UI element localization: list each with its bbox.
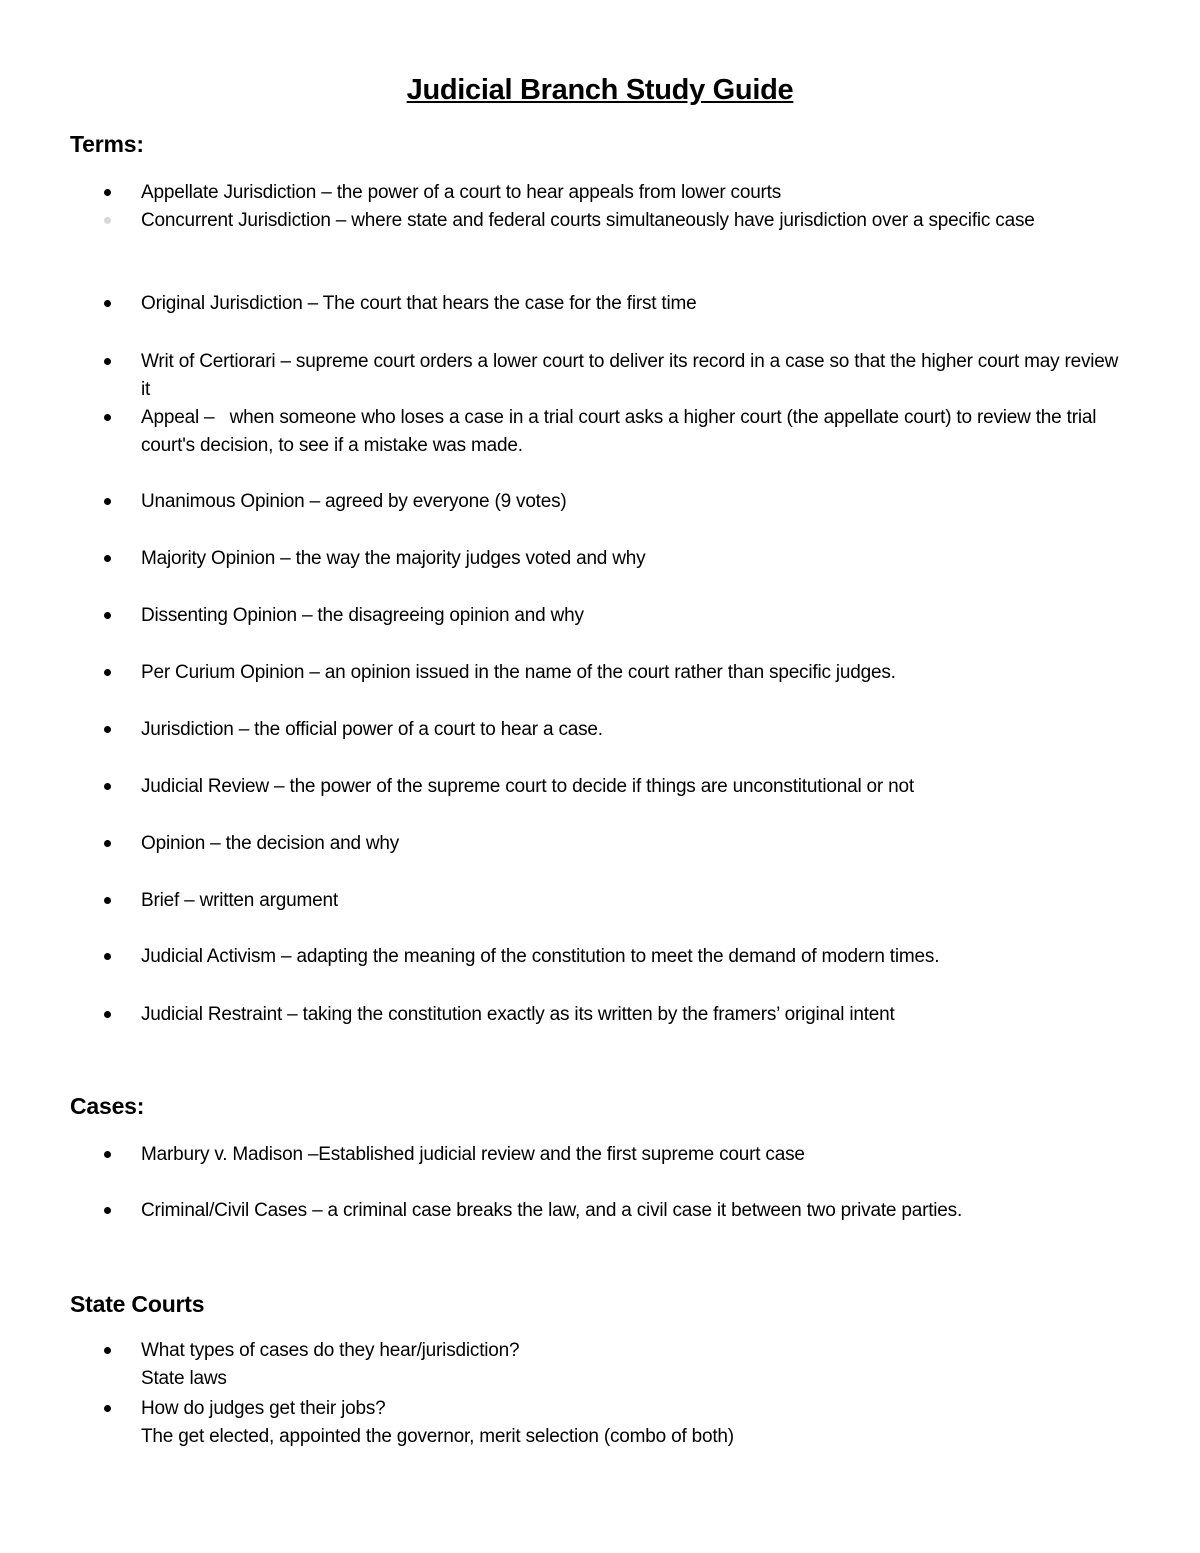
term-definition: a criminal case breaks the law, and a civil case it between two private parties.	[327, 1200, 963, 1221]
list-item	[141, 348, 1131, 404]
separator: –	[302, 1144, 319, 1165]
term-label: Majority Opinion	[141, 548, 276, 569]
bullet-icon	[104, 897, 111, 904]
separator: –	[306, 1200, 328, 1221]
separator: –	[179, 890, 200, 911]
list-item	[141, 1395, 1131, 1451]
section-heading-terms: Terms:	[70, 131, 144, 157]
separator: –	[198, 407, 230, 428]
term-label: Dissenting Opinion	[141, 605, 297, 626]
question-text: What types of cases do they hear/jurisdiction?	[141, 1340, 520, 1361]
bullet-icon	[104, 1011, 111, 1018]
term-label: Per Curium Opinion	[141, 662, 305, 683]
term-definition: taking the constitution exactly as its written by the framers’ original intent	[302, 1004, 895, 1025]
list-item	[141, 488, 1131, 516]
list-item	[141, 207, 1131, 235]
term-definition: when someone who loses a case in a trial court asks a higher court (the appellate court) to review the trial court's decision, to see if a mistake was made.	[141, 407, 1097, 456]
bullet-icon	[104, 1207, 111, 1214]
separator: –	[282, 1004, 303, 1025]
bullet-icon	[104, 726, 111, 733]
bullet-icon	[104, 300, 111, 307]
list-item	[141, 404, 1131, 460]
question-text: How do judges get their jobs?	[141, 1398, 386, 1419]
term-definition: Established judicial review and the first supreme court case	[318, 1144, 805, 1165]
term-label: Criminal/Civil Cases	[141, 1200, 307, 1221]
list-item	[141, 773, 1131, 801]
term-label: Appeal	[141, 407, 199, 428]
term-definition: the way the majority judges voted and why	[295, 548, 646, 569]
list-item	[141, 1141, 1131, 1169]
bullet-icon	[104, 498, 111, 505]
bullet-icon	[104, 217, 111, 224]
list-item	[141, 943, 1131, 971]
bullet-icon	[104, 1151, 111, 1158]
bullet-icon	[104, 840, 111, 847]
bullet-icon	[104, 669, 111, 676]
term-definition: adapting the meaning of the constitution to meet the demand of modern times.	[296, 946, 940, 967]
term-label: Judicial Review	[141, 776, 269, 797]
document-title: Judicial Branch Study Guide	[406, 74, 794, 106]
section-heading-state-courts: State Courts	[70, 1291, 205, 1317]
term-label: Unanimous Opinion	[141, 491, 305, 512]
separator: –	[233, 719, 255, 740]
separator: –	[205, 833, 226, 854]
separator: –	[275, 548, 296, 569]
bullet-icon	[104, 783, 111, 790]
list-item	[141, 1197, 1131, 1225]
list-item	[141, 830, 1131, 858]
term-label: Concurrent Jurisdiction	[141, 210, 331, 231]
section-heading-cases: Cases:	[70, 1093, 145, 1119]
term-definition: the power of the supreme court to decide if things are unconstitutional or not	[289, 776, 914, 797]
term-definition: agreed by everyone (9 votes)	[325, 491, 567, 512]
term-definition: written argument	[199, 890, 338, 911]
list-item	[141, 602, 1131, 630]
answer-text: State laws	[141, 1368, 227, 1389]
term-label: Original Jurisdiction	[141, 293, 303, 314]
term-label: Opinion	[141, 833, 206, 854]
term-label: Judicial Restraint	[141, 1004, 283, 1025]
list-item	[141, 179, 1131, 207]
term-definition: the decision and why	[225, 833, 400, 854]
term-label: Judicial Activism	[141, 946, 276, 967]
term-definition: The court that hears the case for the first time	[322, 293, 697, 314]
bullet-icon	[104, 189, 111, 196]
term-label: Appellate Jurisdiction	[141, 182, 317, 203]
separator: –	[302, 293, 323, 314]
list-item	[141, 1337, 1131, 1393]
term-definition: supreme court orders a lower court to deliver its record in a case so that the higher court may review it	[141, 351, 1119, 400]
separator: –	[304, 662, 325, 683]
term-definition: an opinion issued in the name of the court rather than specific judges.	[324, 662, 896, 683]
list-item	[141, 290, 1131, 318]
list-item	[141, 659, 1131, 687]
list-item	[141, 887, 1131, 915]
term-label: Writ of Certiorari	[141, 351, 276, 372]
separator: –	[316, 182, 337, 203]
separator: –	[304, 491, 326, 512]
list-item	[141, 716, 1131, 744]
term-label: Marbury v. Madison	[141, 1144, 303, 1165]
bullet-icon	[104, 358, 111, 365]
term-label: Jurisdiction	[141, 719, 234, 740]
term-definition: the power of a court to hear appeals from lower courts	[336, 182, 782, 203]
answer-text: The get elected, appointed the governor, merit selection (combo of both)	[141, 1426, 734, 1447]
bullet-icon	[104, 1405, 111, 1412]
bullet-icon	[104, 555, 111, 562]
list-item	[141, 1001, 1131, 1029]
separator: –	[268, 776, 290, 797]
separator: –	[275, 351, 296, 372]
term-definition: the disagreeing opinion and why	[317, 605, 584, 626]
list-item	[141, 545, 1131, 573]
term-definition: the official power of a court to hear a case.	[254, 719, 603, 740]
separator: –	[330, 210, 352, 231]
separator: –	[275, 946, 297, 967]
term-definition: where state and federal courts simultaneously have jurisdiction over a specific case	[351, 210, 1035, 231]
bullet-icon	[104, 414, 111, 421]
bullet-icon	[104, 1347, 111, 1354]
term-label: Brief	[141, 890, 180, 911]
bullet-icon	[104, 612, 111, 619]
separator: –	[296, 605, 318, 626]
bullet-icon	[104, 953, 111, 960]
